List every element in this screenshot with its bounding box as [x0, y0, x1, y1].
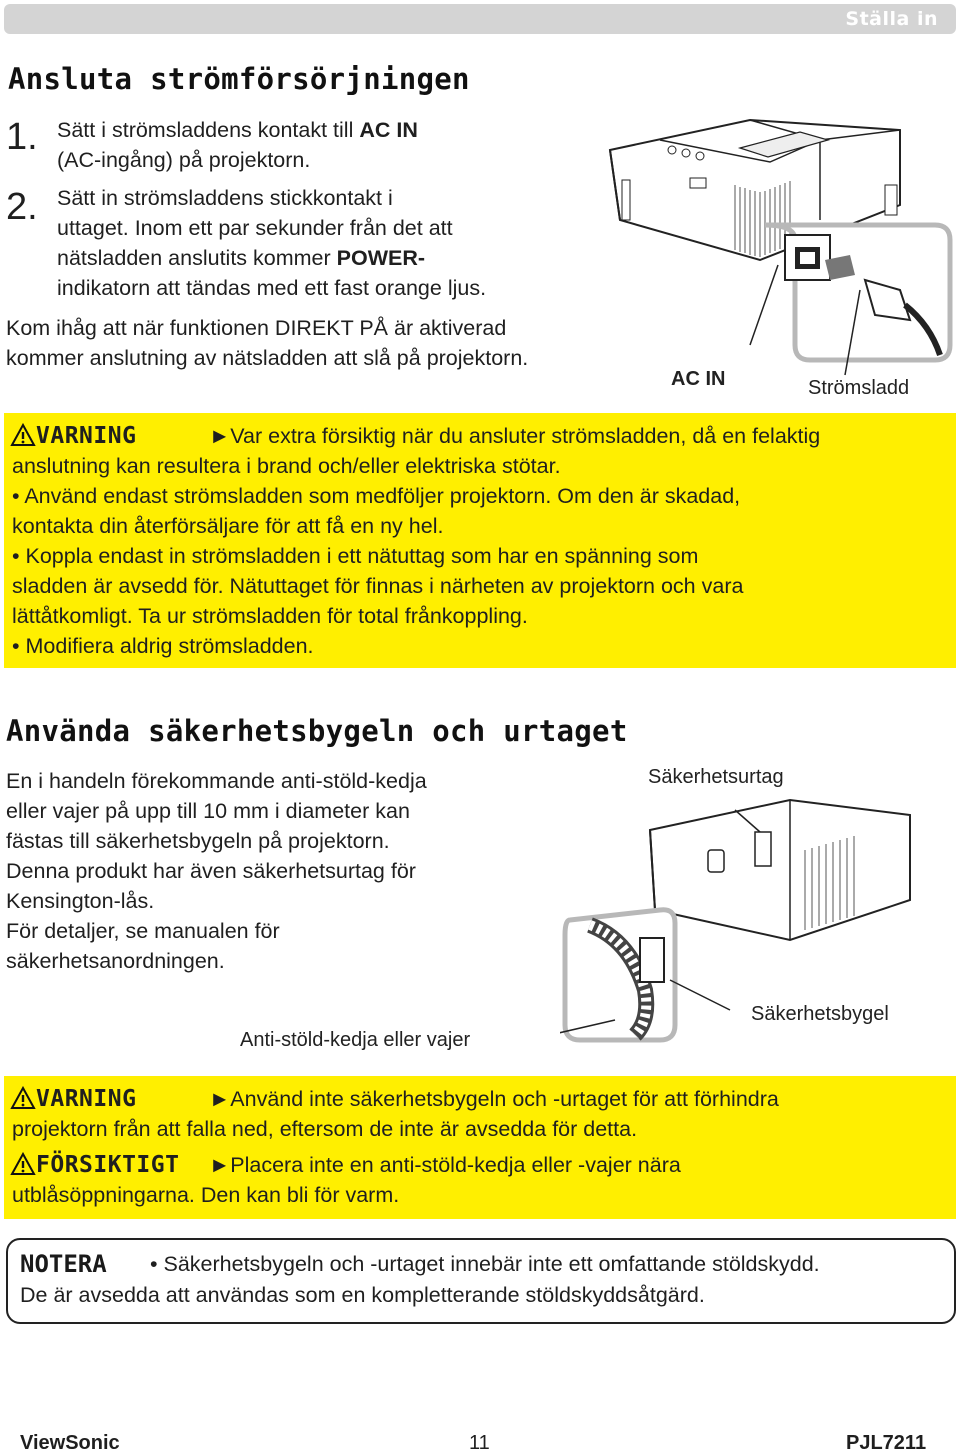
- body-line: säkerhetsanordningen.: [6, 949, 225, 973]
- warning-line: lättåtkomligt. Ta ur strömsladden för total frånkoppling.: [12, 604, 528, 628]
- note-label: NOTERA: [20, 1250, 107, 1278]
- warning-line: ►Var extra försiktig när du ansluter strömsladden, då en felaktig: [209, 424, 821, 448]
- warning-line: sladden är avsedd för. Nätuttaget för finnas i närheten av projektorn och vara: [12, 574, 744, 598]
- step-number-1: 1.: [6, 116, 38, 158]
- footer-model: PJL7211: [846, 1432, 927, 1454]
- page-number: 11: [469, 1432, 490, 1454]
- step-2-line: uttaget. Inom ett par sekunder från det att: [57, 216, 453, 240]
- body-line: För detaljer, se manualen för: [6, 919, 280, 943]
- warning-line: kontakta din återförsäljare för att få en ny hel.: [12, 514, 444, 538]
- note-line: De är avsedda att användas som en kompletterande stöldskyddsåtgärd.: [20, 1283, 705, 1307]
- step-number-2: 2.: [6, 186, 38, 228]
- warning-line: ►Använd inte säkerhetsbygeln och -urtaget för att förhindra: [209, 1087, 779, 1111]
- ac-in-term: AC IN: [359, 118, 418, 142]
- step-2-line: indikatorn att tändas med ett fast orange ljus.: [57, 276, 487, 300]
- warning-line: • Koppla endast in strömsladden i ett nätuttag som har en spänning som: [12, 544, 699, 568]
- step-1-line: Sätt i strömsladdens kontakt till: [57, 118, 360, 142]
- projector-power-illustration: [600, 110, 960, 410]
- body-line: Denna produkt har även säkerhetsurtag för: [6, 859, 416, 883]
- footer-brand: ViewSonic: [20, 1432, 120, 1454]
- power-cord-label: Strömsladd: [808, 377, 910, 399]
- warning-line: projektorn från att falla ned, eftersom de inte är avsedda för detta.: [12, 1117, 638, 1141]
- power-term: POWER-: [336, 246, 426, 270]
- note-box: [6, 1238, 956, 1324]
- section-label: Ställa in: [845, 8, 938, 30]
- step-1-line: (AC-ingång) på projektorn.: [57, 148, 311, 172]
- body-line: En i handeln förekommande anti-stöld-kedja: [6, 769, 427, 793]
- kensington-lock-icon: [708, 850, 724, 872]
- step-1-text: [57, 115, 577, 175]
- header-bar: [4, 4, 956, 34]
- note-line: • Säkerhetsbygeln och -urtaget innebär inte ett omfattande stöldskydd.: [150, 1252, 820, 1276]
- body-line: eller vajer på upp till 10 mm i diameter kan: [6, 799, 410, 823]
- ac-in-label: AC IN: [671, 368, 726, 390]
- warning-line: • Modifiera aldrig strömsladden.: [12, 634, 314, 658]
- warning-box-power: [4, 413, 956, 668]
- warning-box-security: [4, 1076, 956, 1219]
- caution-line: ►Placera inte en anti-stöld-kedja eller -vajer nära: [209, 1153, 681, 1177]
- direct-on-note: [6, 313, 646, 373]
- warning-line: anslutning kan resultera i brand och/eller elektriska stötar.: [12, 454, 561, 478]
- section-title-security: Använda säkerhetsbygeln och urtaget: [6, 714, 628, 748]
- security-bar-label: Säkerhetsbygel: [751, 1003, 889, 1025]
- warning-line: • Använd endast strömsladden som medföljer projektorn. Om den är skadad,: [12, 484, 741, 508]
- caution-triangle-icon: [10, 1152, 36, 1176]
- anti-theft-chain-label: Anti-stöld-kedja eller vajer: [240, 1029, 471, 1051]
- security-body: [6, 766, 546, 976]
- warning-label: VARNING: [36, 1086, 137, 1112]
- note-line: kommer anslutning av nätsladden att slå på projektorn.: [6, 346, 529, 370]
- warning-label: VARNING: [36, 423, 137, 449]
- section-title-power: Ansluta strömförsörjningen: [8, 62, 470, 96]
- caution-label: FÖRSIKTIGT: [36, 1152, 180, 1178]
- step-2-text: [57, 183, 617, 303]
- body-line: fästas till säkerhetsbygeln på projektorn.: [6, 829, 390, 853]
- warning-triangle-icon: [10, 423, 36, 447]
- body-line: Kensington-lås.: [6, 889, 155, 913]
- warning-header: [10, 1084, 136, 1114]
- step-2-line: Sätt in strömsladdens stickkontakt i: [57, 186, 393, 210]
- caution-header: [10, 1150, 179, 1180]
- security-slot-label: Säkerhetsurtag: [648, 766, 784, 788]
- step-2-line: nätsladden anslutits kommer: [57, 246, 337, 270]
- note-line: Kom ihåg att när funktionen DIREKT PÅ är aktiverad: [6, 316, 507, 340]
- caution-line: utblåsöppningarna. Den kan bli för varm.: [12, 1183, 400, 1207]
- warning-header: [10, 421, 136, 451]
- warning-triangle-icon: [10, 1086, 36, 1110]
